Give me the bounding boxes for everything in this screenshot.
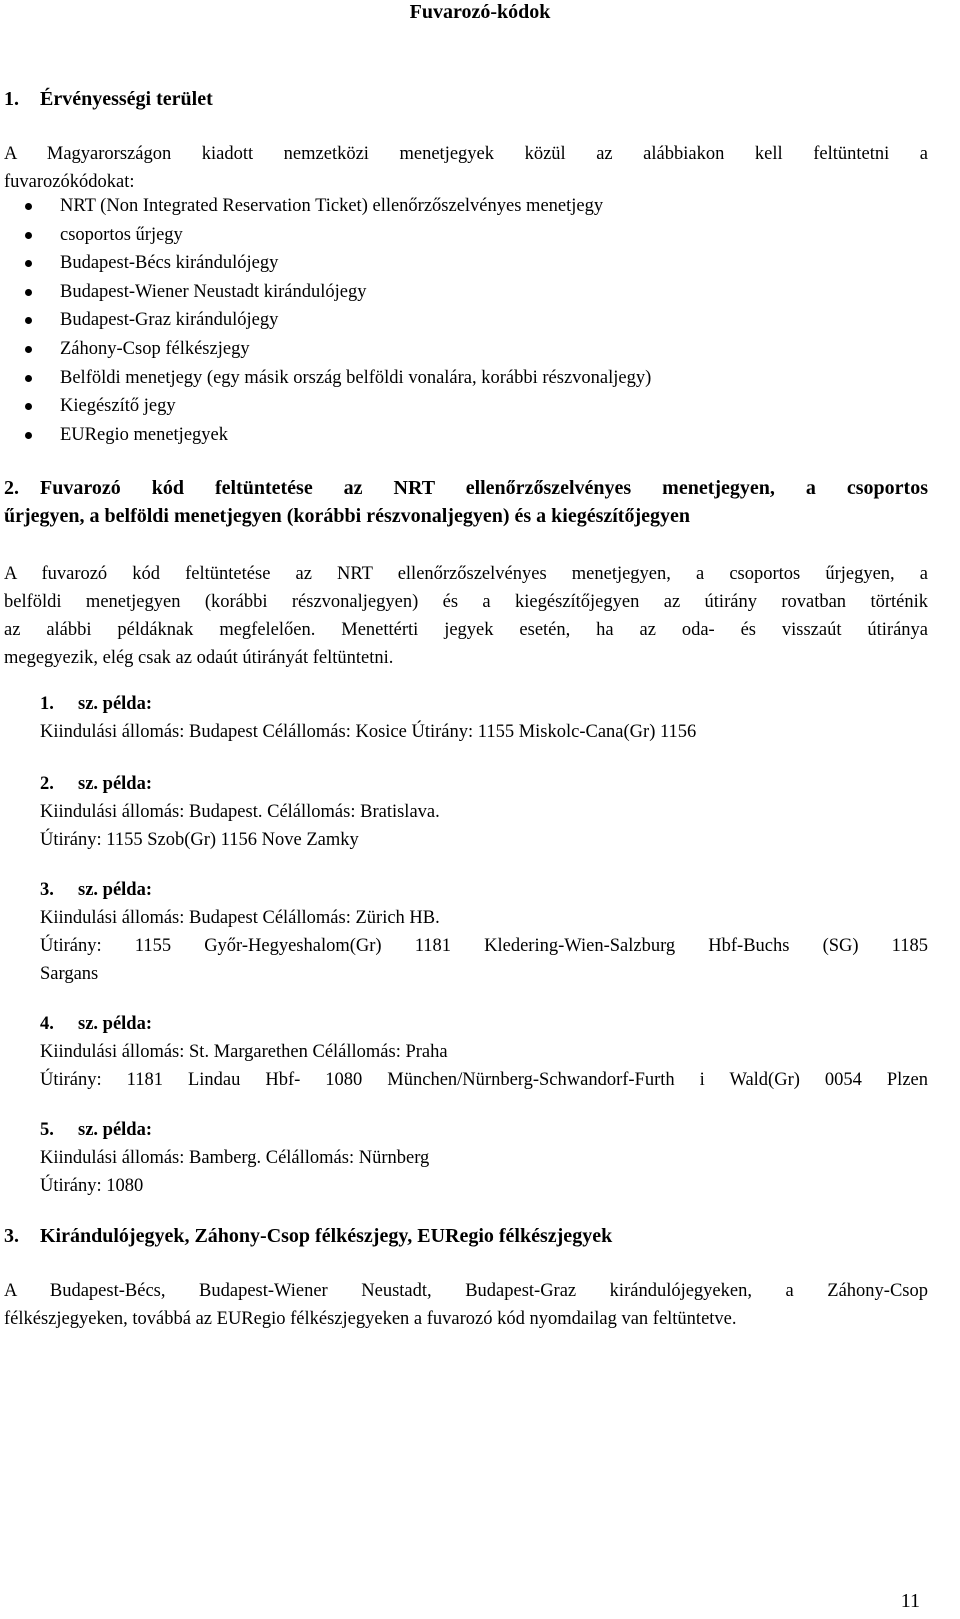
example-label-text: sz. példa:: [78, 694, 152, 714]
list-item: EURegio menetjegyek: [0, 421, 651, 450]
example-label: [40, 690, 696, 718]
list-item: Budapest-Graz kirándulójegy: [0, 306, 651, 335]
example-line: Kiindulási állomás: Budapest. Célállomás: Bratislava.: [40, 802, 440, 822]
example-line: Útirány: 1080: [40, 1176, 144, 1196]
section-1-number: 1.: [4, 88, 19, 110]
example-label-text: sz. példa:: [78, 774, 152, 794]
document-title: Fuvarozó-kódok: [409, 1, 551, 23]
list-item: Belföldi menetjegy (egy másik ország belföldi vonalára, korábbi részvonaljegy): [0, 364, 651, 393]
example-number: 5.: [40, 1120, 54, 1140]
example-4: [40, 1010, 928, 1094]
body-line: félkészjegyeken, továbbá az EURegio félkészjegyeken a fuvarozó kód nyomdailag van feltüntetve.: [4, 1309, 737, 1329]
example-label: [40, 770, 440, 798]
body-line: megegyezik, elég csak az odaút útirányát feltüntetni.: [4, 648, 394, 668]
example-number: 4.: [40, 1014, 54, 1034]
list-item: NRT (Non Integrated Reservation Ticket) ellenőrzőszelvényes menetjegy: [0, 192, 651, 221]
section-3-heading: [4, 1222, 612, 1250]
example-number: 1.: [40, 694, 54, 714]
section-1-title: Érvényességi terület: [40, 88, 213, 110]
example-label: [40, 1116, 429, 1144]
example-number: 3.: [40, 880, 54, 900]
list-item: Kiegészítő jegy: [0, 392, 651, 421]
list-item: Budapest-Bécs kirándulójegy: [0, 249, 651, 278]
section-2-heading-line: űrjegyen, a belföldi menetjegyen (korábbi részvonaljegyen) és a kiegészítőjegyen: [4, 505, 690, 527]
section-2-heading-line: [4, 474, 928, 502]
list-item: Záhony-Csop félkészjegy: [0, 335, 651, 364]
example-label-text: sz. példa:: [78, 880, 152, 900]
intro-line: A Magyarországon kiadott nemzetközi menetjegyek közül az alábbiakon kell feltüntetni a: [4, 144, 928, 164]
example-line: Útirány: 1155 Szob(Gr) 1156 Nove Zamky: [40, 830, 359, 850]
example-line: Kiindulási állomás: Budapest Célállomás: Kosice Útirány: 1155 Miskolc-Cana(Gr) 1156: [40, 722, 697, 742]
example-label-text: sz. példa:: [78, 1014, 152, 1034]
example-3: [40, 876, 928, 988]
example-label: [40, 876, 928, 904]
example-line: Kiindulási állomás: St. Margarethen Célállomás: Praha: [40, 1042, 448, 1062]
example-label: [40, 1010, 928, 1038]
example-1: [40, 690, 696, 746]
example-line: Sargans: [40, 964, 99, 984]
example-line: Kiindulási állomás: Bamberg. Célállomás: Nürnberg: [40, 1148, 430, 1168]
section-3-body: [4, 1277, 928, 1333]
body-line: belföldi menetjegyen (korábbi részvonaljegyen) és a kiegészítőjegyen az útirány rovatban történik: [4, 592, 928, 612]
list-item: Budapest-Wiener Neustadt kirándulójegy: [0, 278, 651, 307]
example-number: 2.: [40, 774, 54, 794]
list-item: csoportos űrjegy: [0, 221, 651, 250]
section-3-title: Kirándulójegyek, Záhony-Csop félkészjegy, EURegio félkészjegyek: [40, 1225, 613, 1247]
example-5: [40, 1116, 429, 1200]
section-3-number: 3.: [4, 1225, 19, 1247]
intro-line: fuvarozókódokat:: [4, 172, 135, 192]
body-line: az alábbi példáknak megfelelően. Menettérti jegyek esetén, ha az oda- és visszaút útiránya: [4, 620, 928, 640]
section-1-intro: [4, 140, 928, 196]
example-2: [40, 770, 440, 854]
section-1-heading: [4, 85, 213, 113]
section-2-number: 2.: [4, 477, 19, 499]
example-line: Útirány: 1181 Lindau Hbf- 1080 München/Nürnberg-Schwandorf-Furth i Wald(Gr) 0054 Plzen: [40, 1070, 928, 1090]
section-2-body: [4, 560, 928, 672]
section-2-heading: [4, 474, 928, 530]
example-line: Útirány: 1155 Győr-Hegyeshalom(Gr) 1181 Kledering-Wien-Salzburg Hbf-Buchs (SG) 1185: [40, 936, 928, 956]
example-line: Kiindulási állomás: Budapest Célállomás: Zürich HB.: [40, 908, 440, 928]
ticket-type-list: [0, 192, 651, 449]
body-line: A fuvarozó kód feltüntetése az NRT ellenőrzőszelvényes menetjegyen, a csoportos űrjegyen, a: [4, 564, 928, 584]
body-line: A Budapest-Bécs, Budapest-Wiener Neustadt, Budapest-Graz kirándulójegyeken, a Záhony-Csop: [4, 1281, 928, 1301]
section-2-title: Fuvarozó kód feltüntetése az NRT ellenőrzőszelvényes menetjegyen, a csoportos: [40, 477, 928, 499]
example-label-text: sz. példa:: [78, 1120, 152, 1140]
page-number: 11: [900, 1590, 920, 1612]
